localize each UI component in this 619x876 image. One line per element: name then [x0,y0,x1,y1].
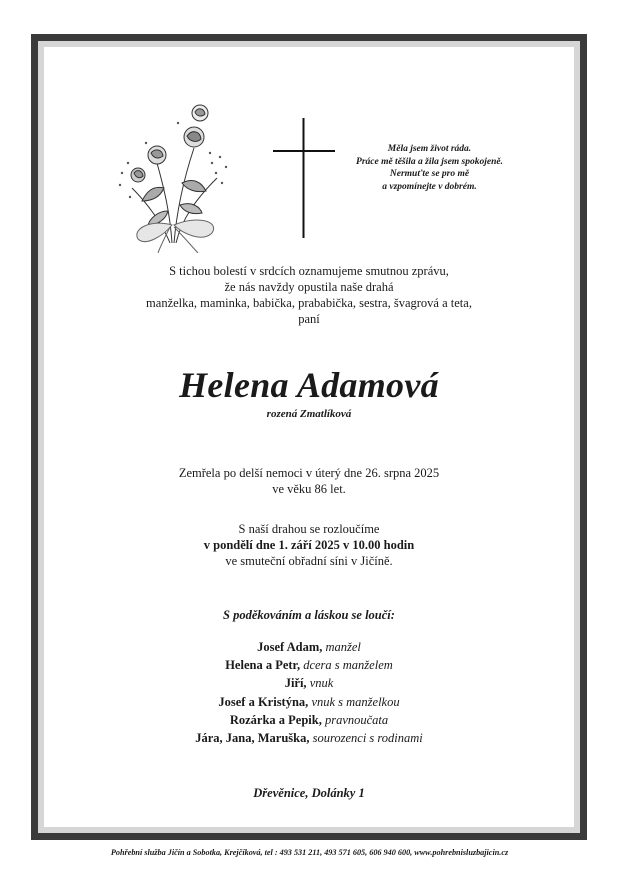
funeral-place: ve smuteční obřadní síni v Jičíně. [225,554,393,568]
intro-line: že nás navždy opustila naše drahá [224,280,394,294]
mourner-relation: vnuk [309,676,334,691]
quote-line: Práce mě těšila a žila jsem spokojeně. [356,156,503,167]
quote-line: Nermuťte se pro mě [389,169,470,179]
maiden-name: rozená Zmatlíková [266,408,352,420]
mourner-names: Helena a Petr, [225,658,301,673]
mourner-names: Jiří, [284,676,307,691]
mourner-names: Rozárka a Pepik, [229,712,322,727]
funeral-info [44,521,574,569]
death-line: Zemřela po delší nemoci v úterý dne 26. srpna 2025 [178,466,440,480]
intro-line: paní [298,312,320,326]
funeral-service-footer: Pohřební služba Jičín a Sobotka, Krejčíková, tel : 493 531 211, 493 571 605, 606 940 600, www.pohrebnisluzbajicin.cz [110,848,509,857]
mourners-list [44,638,574,747]
rose-bouquet-icon [102,93,242,253]
outer-frame [31,34,587,840]
deceased-name: Helena Adamová [179,365,439,405]
death-line: ve věku 86 let. [272,482,346,496]
thanks-heading: S poděkováním a láskou se loučí: [223,608,395,622]
mourner-row [44,674,574,692]
intro-line: manželka, maminka, babička, prababička, sestra, švagrová a teta, [146,296,472,310]
mourner-row [44,729,574,747]
inner-frame [38,41,580,833]
family-address: Dřevěnice, Dolánky 1 [253,786,365,800]
funeral-line: S naší drahou se rozloučíme [238,522,380,536]
epitaph-quote [327,143,532,193]
intro-line: S tichou bolestí v srdcích oznamujeme smutnou zprávu, [169,264,449,278]
mourner-names: Jára, Jana, Maruška, [195,731,310,746]
mourner-row [44,656,574,674]
death-info [44,465,574,497]
mourner-relation: pravnoučata [324,712,389,727]
mourner-names: Josef Adam, [257,640,323,654]
mourner-names: Josef a Kristýna, [218,694,309,709]
announcement-intro [44,263,574,327]
quote-line: a vzpomínejte v dobrém. [382,181,477,192]
mourner-row [44,638,574,656]
funeral-date: v pondělí dne 1. září 2025 v 10.00 hodin [203,538,415,552]
mourner-row [44,711,574,729]
mourner-relation: vnuk s manželkou [311,694,400,709]
cross-icon [273,118,335,238]
mourner-relation: dcera s manželem [303,658,393,673]
mourner-row [44,693,574,711]
mourner-relation: sourozenci s rodinami [312,731,423,746]
card [44,47,574,827]
quote-line: Měla jsem život ráda. [387,144,472,154]
mourner-relation: manžel [325,640,361,654]
